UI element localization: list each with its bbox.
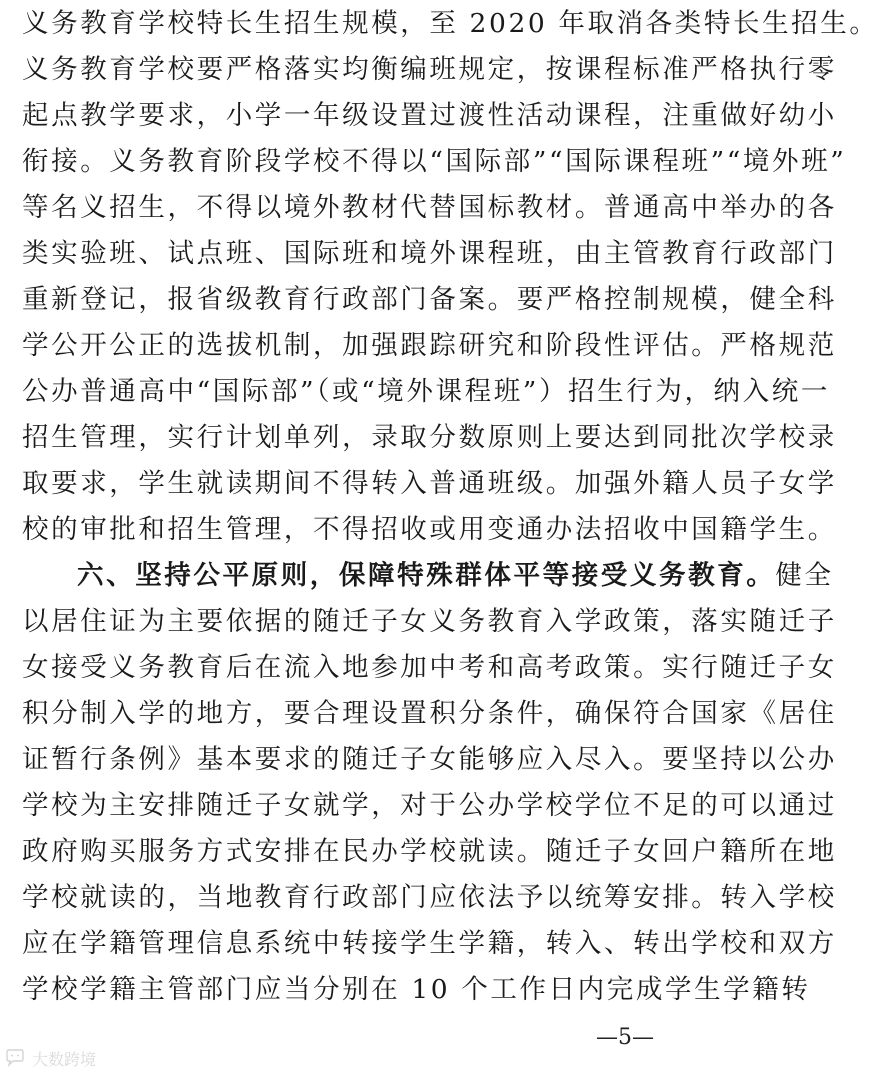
text-line: 类实验班、试点班、国际班和境外课程班，由主管教育行政部门 xyxy=(22,238,837,269)
text-line: 衔接。义务教育阶段学校不得以“国际部”“国际课程班”“境外班” xyxy=(22,146,847,177)
text-line: 义务教育学校特长生招生规模，至 2020 年取消各类特长生招生。 xyxy=(22,8,879,39)
text-line: 应在学籍管理信息系统中转接学生学籍，转入、转出学校和双方 xyxy=(22,928,837,959)
text-line: 以居住证为主要依据的随迁子女义务教育入学政策，落实随迁子 xyxy=(22,606,837,637)
text-line: 校的审批和招生管理，不得招收或用变通办法招收中国籍学生。 xyxy=(22,514,837,545)
text-line: 证暂行条例》基本要求的随迁子女能够应入尽入。要坚持以公办 xyxy=(22,744,837,775)
text-line: 取要求，学生就读期间不得转入普通班级。加强外籍人员子女学 xyxy=(22,468,837,499)
page-number: —5— xyxy=(596,1025,654,1050)
text-line: 学校学籍主管部门应当分别在 10 个工作日内完成学生学籍转 xyxy=(22,974,811,1005)
text-line: 学校就读的，当地教育行政部门应依法予以统筹安排。转入学校 xyxy=(22,882,837,913)
text-line: 等名义招生，不得以境外教材代替国标教材。普通高中举办的各 xyxy=(22,192,837,223)
text-line: 学公开公正的选拔机制，加强跟踪研究和阶段性评估。严格规范 xyxy=(22,330,837,361)
section-heading-rest: 健全 xyxy=(775,560,834,591)
chat-bubble-logo-icon xyxy=(4,1049,28,1067)
text-line: 重新登记，报省级教育行政部门备案。要严格控制规模，健全科 xyxy=(22,284,837,315)
section-heading-line xyxy=(22,556,834,596)
text-line: 公办普通高中“国际部”（或“境外课程班”）招生行为，纳入统一 xyxy=(22,376,830,407)
text-line: 招生管理，实行计划单列，录取分数原则上要达到同批次学校录 xyxy=(22,422,837,453)
watermark xyxy=(4,1046,96,1070)
text-line: 义务教育学校要严格落实均衡编班规定，按课程标准严格执行零 xyxy=(22,54,837,85)
text-line: 政府购买服务方式安排在民办学校就读。随迁子女回户籍所在地 xyxy=(22,836,837,867)
text-line: 起点教学要求，小学一年级设置过渡性活动课程，注重做好幼小 xyxy=(22,100,837,131)
text-line: 女接受义务教育后在流入地参加中考和高考政策。实行随迁子女 xyxy=(22,652,837,683)
text-line: 学校为主安排随迁子女就学，对于公办学校学位不足的可以通过 xyxy=(22,790,837,821)
watermark-text: 大数跨境 xyxy=(32,1049,97,1069)
section-heading: 六、坚持公平原则，保障特殊群体平等接受义务教育。 xyxy=(77,560,776,591)
text-line: 积分制入学的地方，要合理设置积分条件，确保符合国家《居住 xyxy=(22,698,837,729)
